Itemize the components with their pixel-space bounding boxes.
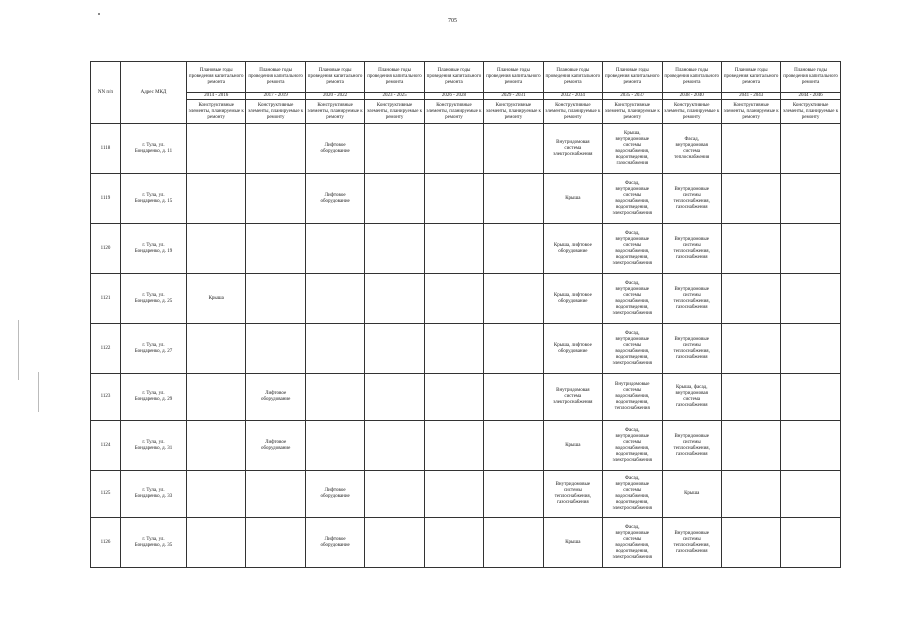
repair-elements-cell: Внутридомовые системы теплоснабжения, газоснабжения bbox=[673, 433, 710, 457]
repair-elements-cell: Крыша, лифтовое оборудование bbox=[553, 342, 592, 354]
period-years-header: 2035 - 2037 bbox=[603, 93, 662, 100]
repair-elements-cell: Лифтовое оборудование bbox=[261, 391, 291, 402]
address-cell: г. Тула, ул. Бондаренко, д. 31 bbox=[134, 439, 173, 451]
table-row bbox=[91, 518, 841, 568]
scan-mark bbox=[18, 320, 19, 380]
row-number: 1126 bbox=[91, 518, 121, 568]
capital-repair-table bbox=[90, 61, 841, 568]
period-years-header: 2032 - 2034 bbox=[543, 93, 602, 100]
repair-elements-cell: Крыша bbox=[565, 195, 581, 201]
address-cell: г. Тула, ул. Бондаренко, д. 25 bbox=[134, 292, 173, 304]
repair-elements-cell: Крыша bbox=[684, 491, 700, 496]
period-years-header: 2044 - 2046 bbox=[781, 93, 840, 100]
elements-header: Конструктивные элементы, планируемые к ремонту bbox=[424, 100, 483, 124]
period-years-header: 2038 - 2040 bbox=[662, 93, 721, 100]
repair-elements-cell: Лифтовое оборудование bbox=[320, 488, 350, 499]
row-number: 1125 bbox=[91, 471, 121, 518]
row-number: 1124 bbox=[91, 421, 121, 471]
period-title-header: Плановые годы проведения капитального ремонта bbox=[424, 62, 483, 93]
repair-elements-cell: Внутридомовые системы теплоснабжения, газоснабжения bbox=[673, 336, 710, 360]
scan-mark bbox=[98, 13, 100, 15]
repair-elements-cell: Фасад, внутридомовые системы водоснабжения, водоотведения, электроснабжения bbox=[612, 427, 652, 463]
elements-header: Конструктивные элементы, планируемые к ремонту bbox=[721, 100, 780, 124]
table-row bbox=[91, 421, 841, 471]
repair-elements-cell: Фасад, внутридомовые системы водоснабжения, водоотведения, электроснабжения bbox=[612, 524, 652, 560]
table-row bbox=[91, 471, 841, 518]
repair-elements-cell: Крыша, лифтовое оборудование bbox=[553, 242, 592, 254]
repair-elements-cell: Крыша, лифтовое оборудование bbox=[553, 292, 592, 304]
nn-header: NN п/п bbox=[91, 62, 121, 124]
period-years-header: 2029 - 2031 bbox=[484, 93, 543, 100]
elements-header: Конструктивные элементы, планируемые к ремонту bbox=[781, 100, 840, 124]
elements-header: Конструктивные элементы, планируемые к ремонту bbox=[543, 100, 602, 124]
row-number: 1122 bbox=[91, 324, 121, 374]
period-years-header: 2041 - 2043 bbox=[721, 93, 780, 100]
period-title-header: Плановые годы проведения капитального ремонта bbox=[484, 62, 543, 93]
address-header: Адрес МКД bbox=[121, 62, 187, 124]
period-title-header: Плановые годы проведения капитального ремонта bbox=[246, 62, 305, 93]
repair-elements-cell: Внутридомовые системы теплоснабжения, газоснабжения bbox=[673, 530, 710, 554]
elements-header: Конструктивные элементы, планируемые к ремонту bbox=[246, 100, 305, 124]
period-title-header: Плановые годы проведения капитального ремонта bbox=[662, 62, 721, 93]
repair-elements-cell: Фасад, внутридомовые системы водоснабжения, водоотведения, электроснабжения bbox=[612, 180, 652, 216]
address-cell: г. Тула, ул. Бондаренко, д. 27 bbox=[134, 342, 173, 354]
address-cell: г. Тула, ул. Бондаренко, д. 11 bbox=[134, 142, 173, 154]
address-cell: г. Тула, ул. Бондаренко, д. 19 bbox=[134, 242, 173, 254]
repair-elements-cell: Крыша, фасад, внутридомовая система газоснабжения bbox=[675, 385, 708, 408]
table-row bbox=[91, 324, 841, 374]
repair-elements-cell: Фасад, внутридомовые системы водоснабжения, водоотведения, электроснабжения bbox=[612, 330, 652, 366]
repair-elements-cell: Внутридомовые системы теплоснабжения, газоснабжения bbox=[673, 286, 710, 310]
period-title-header: Плановые годы проведения капитального ремонта bbox=[543, 62, 602, 93]
table-row bbox=[91, 174, 841, 224]
scan-mark bbox=[38, 372, 39, 412]
period-years-header: 2023 - 2025 bbox=[365, 93, 424, 100]
repair-elements-cell: Фасад, внутридомовая система теплоснабжения bbox=[674, 136, 710, 160]
repair-elements-cell: Крыша, внутридомовые системы водоснабжения, водоотведения, газоснабжения bbox=[615, 130, 650, 166]
table-row bbox=[91, 274, 841, 324]
elements-header: Конструктивные элементы, планируемые к ремонту bbox=[365, 100, 424, 124]
period-title-header: Плановые годы проведения капитального ремонта bbox=[187, 62, 246, 93]
repair-elements-cell: Внутридомовые системы теплоснабжения, газоснабжения bbox=[554, 482, 591, 505]
repair-elements-cell: Крыша bbox=[565, 442, 581, 448]
elements-header: Конструктивные элементы, планируемые к ремонту bbox=[187, 100, 246, 124]
repair-elements-cell: Крыша bbox=[565, 539, 581, 545]
repair-elements-cell: Фасад, внутридомовые системы водоснабжения, водоотведения, электроснабжения bbox=[612, 476, 652, 511]
period-title-header: Плановые годы проведения капитального ремонта bbox=[721, 62, 780, 93]
address-cell: г. Тула, ул. Бондаренко, д. 15 bbox=[134, 192, 173, 204]
period-years-header: 2020 - 2022 bbox=[305, 93, 364, 100]
table-row bbox=[91, 224, 841, 274]
table-row bbox=[91, 124, 841, 174]
repair-elements-cell: Внутридомовая система электроснабжения bbox=[553, 139, 593, 157]
period-years-header: 2026 - 2028 bbox=[424, 93, 483, 100]
address-cell: г. Тула, ул. Бондаренко, д. 33 bbox=[134, 488, 173, 499]
elements-header: Конструктивные элементы, планируемые к ремонту bbox=[662, 100, 721, 124]
repair-elements-cell: Внутридомовые системы теплоснабжения, газоснабжения bbox=[673, 186, 710, 210]
period-title-header: Плановые годы проведения капитального ремонта bbox=[305, 62, 364, 93]
address-cell: г. Тула, ул. Бондаренко, д. 35 bbox=[134, 536, 173, 548]
period-years-header: 2017 - 2019 bbox=[246, 93, 305, 100]
row-number: 1123 bbox=[91, 374, 121, 421]
page-number: 705 bbox=[448, 18, 457, 24]
repair-elements-cell: Крыша bbox=[208, 295, 224, 301]
address-cell: г. Тула, ул. Бондаренко, д. 29 bbox=[134, 391, 173, 402]
row-number: 1120 bbox=[91, 224, 121, 274]
repair-elements-cell: Внутридомовые системы водоснабжения, водоотведения, теплоснабжения bbox=[614, 382, 650, 411]
period-title-header: Плановые годы проведения капитального ремонта bbox=[781, 62, 840, 93]
repair-elements-cell: Фасад, внутридомовые системы водоснабжения, водоотведения, электроснабжения bbox=[612, 230, 652, 266]
row-number: 1118 bbox=[91, 124, 121, 174]
period-title-header: Плановые годы проведения капитального ремонта bbox=[365, 62, 424, 93]
elements-header: Конструктивные элементы, планируемые к ремонту bbox=[305, 100, 364, 124]
row-number: 1121 bbox=[91, 274, 121, 324]
repair-elements-cell: Лифтовое оборудование bbox=[320, 192, 350, 204]
repair-elements-cell: Внутридомовые системы теплоснабжения, газоснабжения bbox=[673, 236, 710, 260]
repair-elements-cell: Фасад, внутридомовые системы водоснабжения, водоотведения, электроснабжения bbox=[612, 280, 652, 316]
period-years-header: 2014 - 2016 bbox=[187, 93, 246, 100]
row-number: 1119 bbox=[91, 174, 121, 224]
period-title-header: Плановые годы проведения капитального ремонта bbox=[603, 62, 662, 93]
elements-header: Конструктивные элементы, планируемые к ремонту bbox=[603, 100, 662, 124]
repair-elements-cell: Лифтовое оборудование bbox=[320, 142, 350, 154]
elements-header: Конструктивные элементы, планируемые к ремонту bbox=[484, 100, 543, 124]
repair-elements-cell: Лифтовое оборудование bbox=[261, 439, 291, 451]
table-row bbox=[91, 374, 841, 421]
repair-elements-cell: Внутридомовая система электроснабжения bbox=[553, 388, 593, 405]
repair-elements-cell: Лифтовое оборудование bbox=[320, 536, 350, 548]
